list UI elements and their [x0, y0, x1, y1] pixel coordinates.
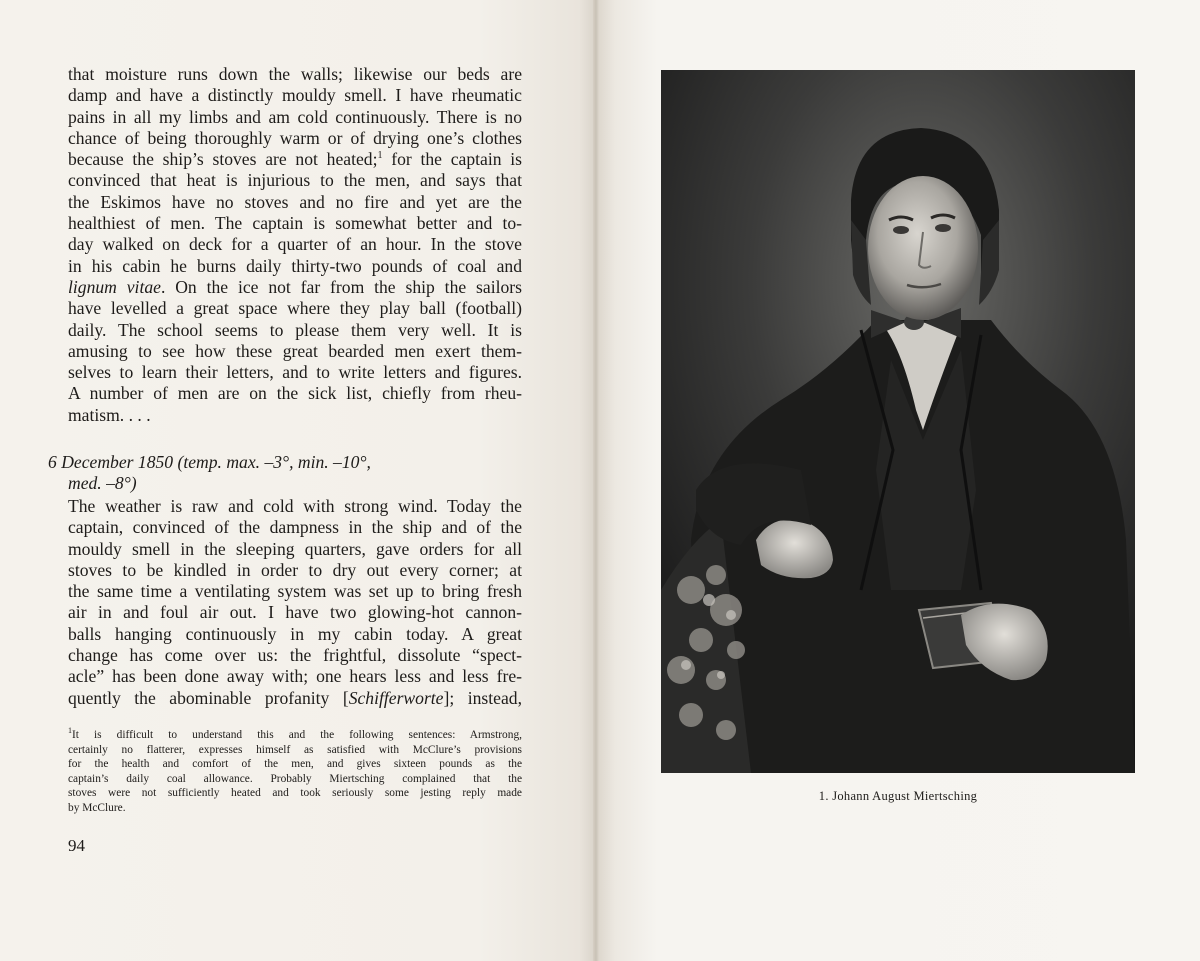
text-line: air in and foul air out. I have two glowing-hot cannon-	[68, 602, 522, 623]
footnote-line: stoves were not sufficiently heated and took seriously some jesting reply made	[68, 787, 522, 800]
text-line: that moisture runs down the walls; likewise our beds are	[68, 64, 522, 84]
footnote-reference[interactable]: 1	[377, 150, 383, 162]
main-paragraph	[68, 64, 522, 426]
page-number: 94	[68, 836, 85, 855]
text-line: mouldy smell in the sleeping quarters, gave orders for all	[68, 538, 522, 559]
text-line: A number of men are on the sick list, chiefly from rheu-	[68, 383, 522, 404]
footnote-line: certainly no flatterer, expresses himself as satisfied with McClure’s provisions	[68, 743, 522, 756]
text-segment: It is difficult to understand this and the following sentences: Armstrong,	[72, 729, 522, 741]
text-segment: because the ship’s stoves are not heated;	[68, 149, 378, 170]
footnote-marker: 1	[68, 726, 72, 736]
text-line: damp and have a distinctly mouldy smell. I have rheumatic	[68, 85, 522, 106]
text-line: daily. The school seems to please them very well. It is	[68, 319, 522, 340]
text-segment: for the captain is	[382, 149, 522, 170]
text-line: the Eskimos have no stoves and no fire and yet are the	[68, 191, 522, 212]
text-segment: ]; instead,	[443, 687, 522, 708]
text-line: pains in all my limbs and am cold continuously. There is no	[68, 106, 522, 127]
footnote-line: for the health and comfort of the men, and gives sixteen pounds as the	[68, 758, 522, 771]
text-line: day walked on deck for a quarter of an hour. In the stove	[68, 234, 522, 255]
footnote	[68, 728, 522, 816]
italic-term: lignum vitae	[68, 276, 161, 297]
entry-date-text: December 1850 (temp. max. –3°, min. –10°,	[61, 452, 371, 472]
text-line: selves to learn their letters, and to write letters and figures.	[68, 362, 522, 383]
text-line: matism. . . .	[68, 404, 151, 425]
text-line: have levelled a great space where they play ball (football)	[68, 298, 522, 319]
text-line-with-italic	[68, 277, 522, 298]
entry-header-line	[48, 452, 528, 473]
text-line: chance of being thoroughly warm or of drying one’s clothes	[68, 127, 522, 148]
text-line: healthiest of men. The captain is somewhat better and to-	[68, 213, 522, 234]
text-line: stoves to be kindled in order to dry out every corner; at	[68, 559, 522, 580]
book-gutter	[593, 0, 599, 961]
photo-caption: 1. Johann August Miertsching	[818, 789, 978, 803]
text-line: The weather is raw and cold with strong wind. Today the	[68, 496, 522, 516]
footnote-line: captain’s daily coal allowance. Probably Miertsching complained that the	[68, 772, 522, 785]
entry-header-line: med. –8°)	[68, 473, 137, 494]
text-segment: . On the ice not far from the ship the sailors	[160, 276, 522, 297]
italic-term: Schifferworte	[348, 687, 444, 708]
text-line: convinced that heat is injurious to the men, and says that	[68, 170, 522, 191]
portrait-illustration	[661, 70, 1135, 773]
text-line: the same time a ventilating system was set up to bring fresh	[68, 581, 522, 602]
text-line: in his cabin he burns daily thirty-two pounds of coal and	[68, 255, 522, 276]
footnote-line: by McClure.	[68, 801, 126, 814]
text-line: amusing to see how these great bearded men exert them-	[68, 340, 522, 361]
text-line: change has come over us: the frightful, dissolute “spect-	[68, 645, 522, 666]
diary-entry-header	[48, 452, 528, 495]
text-line: captain, convinced of the dampness in the ship and of the	[68, 517, 522, 538]
text-line-with-italic	[68, 688, 522, 709]
diary-entry-body	[68, 496, 522, 709]
text-line-with-footnote-ref	[68, 149, 522, 170]
footnote-line	[68, 728, 522, 743]
text-line: balls hanging continuously in my cabin today. A great	[68, 623, 522, 644]
text-segment: quently the abominable profanity [	[68, 687, 349, 708]
portrait-photograph	[661, 70, 1135, 773]
entry-day-number: 6	[48, 452, 57, 472]
text-line: acle” has been done away with; one hears less and less fre-	[68, 666, 522, 687]
